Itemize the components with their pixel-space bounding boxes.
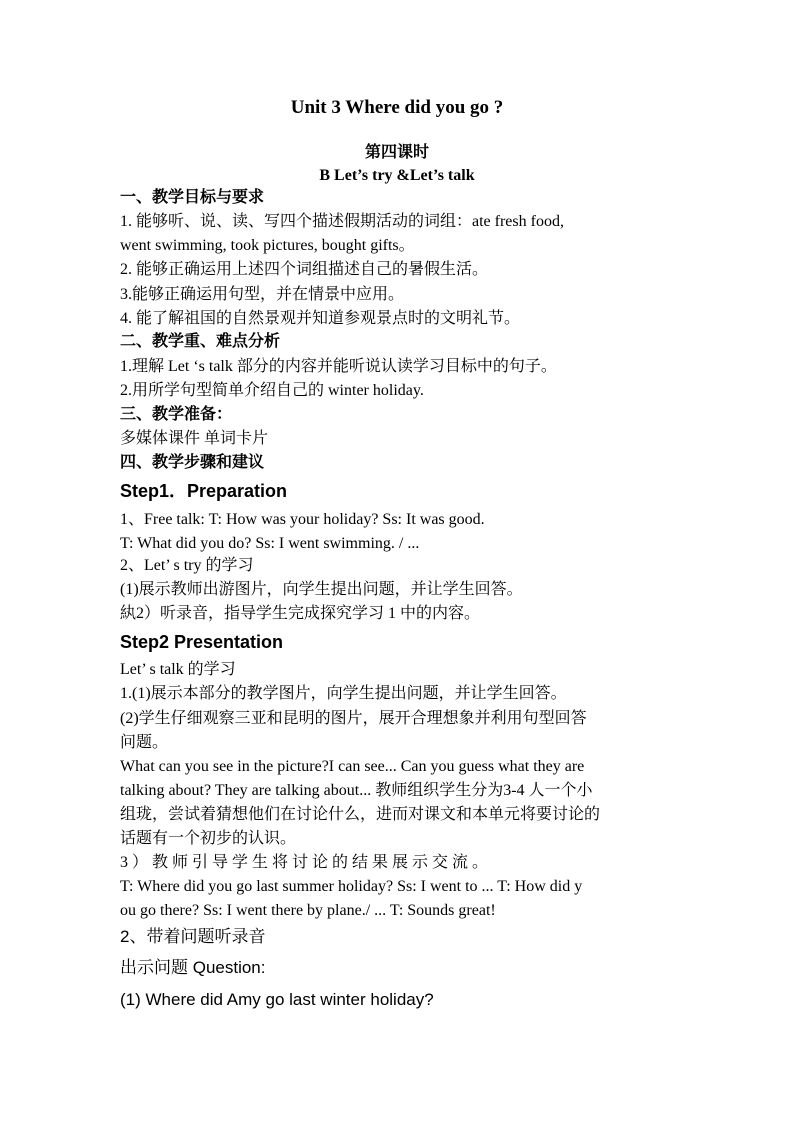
objective-3: 3.能够正确运用句型，并在情景中应用。 bbox=[120, 286, 405, 303]
dialogue-line-1: T: Where did you go last summer holiday? Ss: I went to ... T: How did y bbox=[120, 878, 583, 895]
section-heading-key-points: 二、教学重、难点分析 bbox=[120, 333, 281, 350]
paragraph-line-2: talking about? They are talking about... 教师组织学生分为3-4 人一个小 bbox=[120, 782, 593, 799]
presentation-step-1: 1.(1)展示本部分的教学图片，向学生提出问题，并让学生回答。 bbox=[120, 685, 567, 702]
step-3-line: 3 ） 教 师 引 导 学 生 将 讨 论 的 结 果 展 示 交 流 。 bbox=[120, 854, 489, 871]
paragraph-line-3: 组珑，尝试着猜想他们在讨论什么，进而对课文和本单元将要讨论的 bbox=[120, 806, 601, 823]
question-1: (1) Where did Amy go last winter holiday? bbox=[120, 990, 434, 1009]
lets-try-step-2: 紈2）听录音，指导学生完成探究学习 1 中的内容。 bbox=[120, 605, 481, 622]
dialogue-line-2: ou go there? Ss: I went there by plane./ ... T: Sounds great! bbox=[120, 902, 496, 919]
step1-heading: Step1．Preparation bbox=[120, 481, 288, 501]
objective-2: 2. 能够正确运用上述四个词组描述自己的暑假生活。 bbox=[120, 261, 489, 278]
objective-4: 4. 能了解祖国的自然景观并知道参观景点时的文明礼节。 bbox=[120, 310, 521, 327]
paragraph-line-1: What can you see in the picture?I can see... Can you guess what they are bbox=[120, 758, 585, 775]
materials: 多媒体课件 单词卡片 bbox=[120, 430, 269, 447]
lets-talk-heading: Let’ s talk 的学习 bbox=[120, 661, 236, 678]
objective-1-cont: went swimming, took pictures, bought gifts。 bbox=[120, 237, 415, 254]
free-talk-line-2: T: What did you do? Ss: I went swimming. / ... bbox=[120, 535, 420, 552]
objective-1: 1. 能够听、说、读、写四个描述假期活动的词组：ate fresh food, bbox=[120, 213, 564, 230]
unit-title: Unit 3 Where did you go ? bbox=[290, 97, 504, 118]
presentation-step-2: (2)学生仔细观察三亚和昆明的图片，展开合理想象并利用句型回答 bbox=[120, 710, 587, 727]
paragraph-line-4: 话题有一个初步的认识。 bbox=[120, 830, 297, 847]
key-point-2: 2.用所学句型简单介绍自己的 winter holiday. bbox=[120, 382, 424, 399]
lesson-subtitle: B Let’s try &Let’s talk bbox=[319, 167, 475, 184]
free-talk-line-1: 1、Free talk: T: How was your holiday? Ss: It was good. bbox=[120, 511, 485, 528]
presentation-step-2-cont: 问题。 bbox=[120, 734, 169, 751]
lets-try-step-1: (1)展示教师出游图片，向学生提出问题，并让学生回答。 bbox=[120, 581, 523, 598]
step2-heading: Step2 Presentation bbox=[120, 632, 284, 652]
section-heading-objectives: 一、教学目标与要求 bbox=[120, 189, 265, 206]
section-heading-preparation: 三、教学准备： bbox=[120, 406, 233, 423]
section-heading-steps: 四、教学步骤和建议 bbox=[120, 454, 265, 471]
question-heading: 出示问题 Question: bbox=[120, 958, 266, 977]
lesson-number: 第四课时 bbox=[364, 144, 429, 161]
lets-try-heading: 2、Let’ s try 的学习 bbox=[120, 557, 254, 574]
key-point-1: 1.理解 Let ‘s talk 部分的内容并能听说认读学习目标中的句子。 bbox=[120, 358, 557, 375]
listening-heading: 2、带着问题听录音 bbox=[120, 927, 266, 946]
